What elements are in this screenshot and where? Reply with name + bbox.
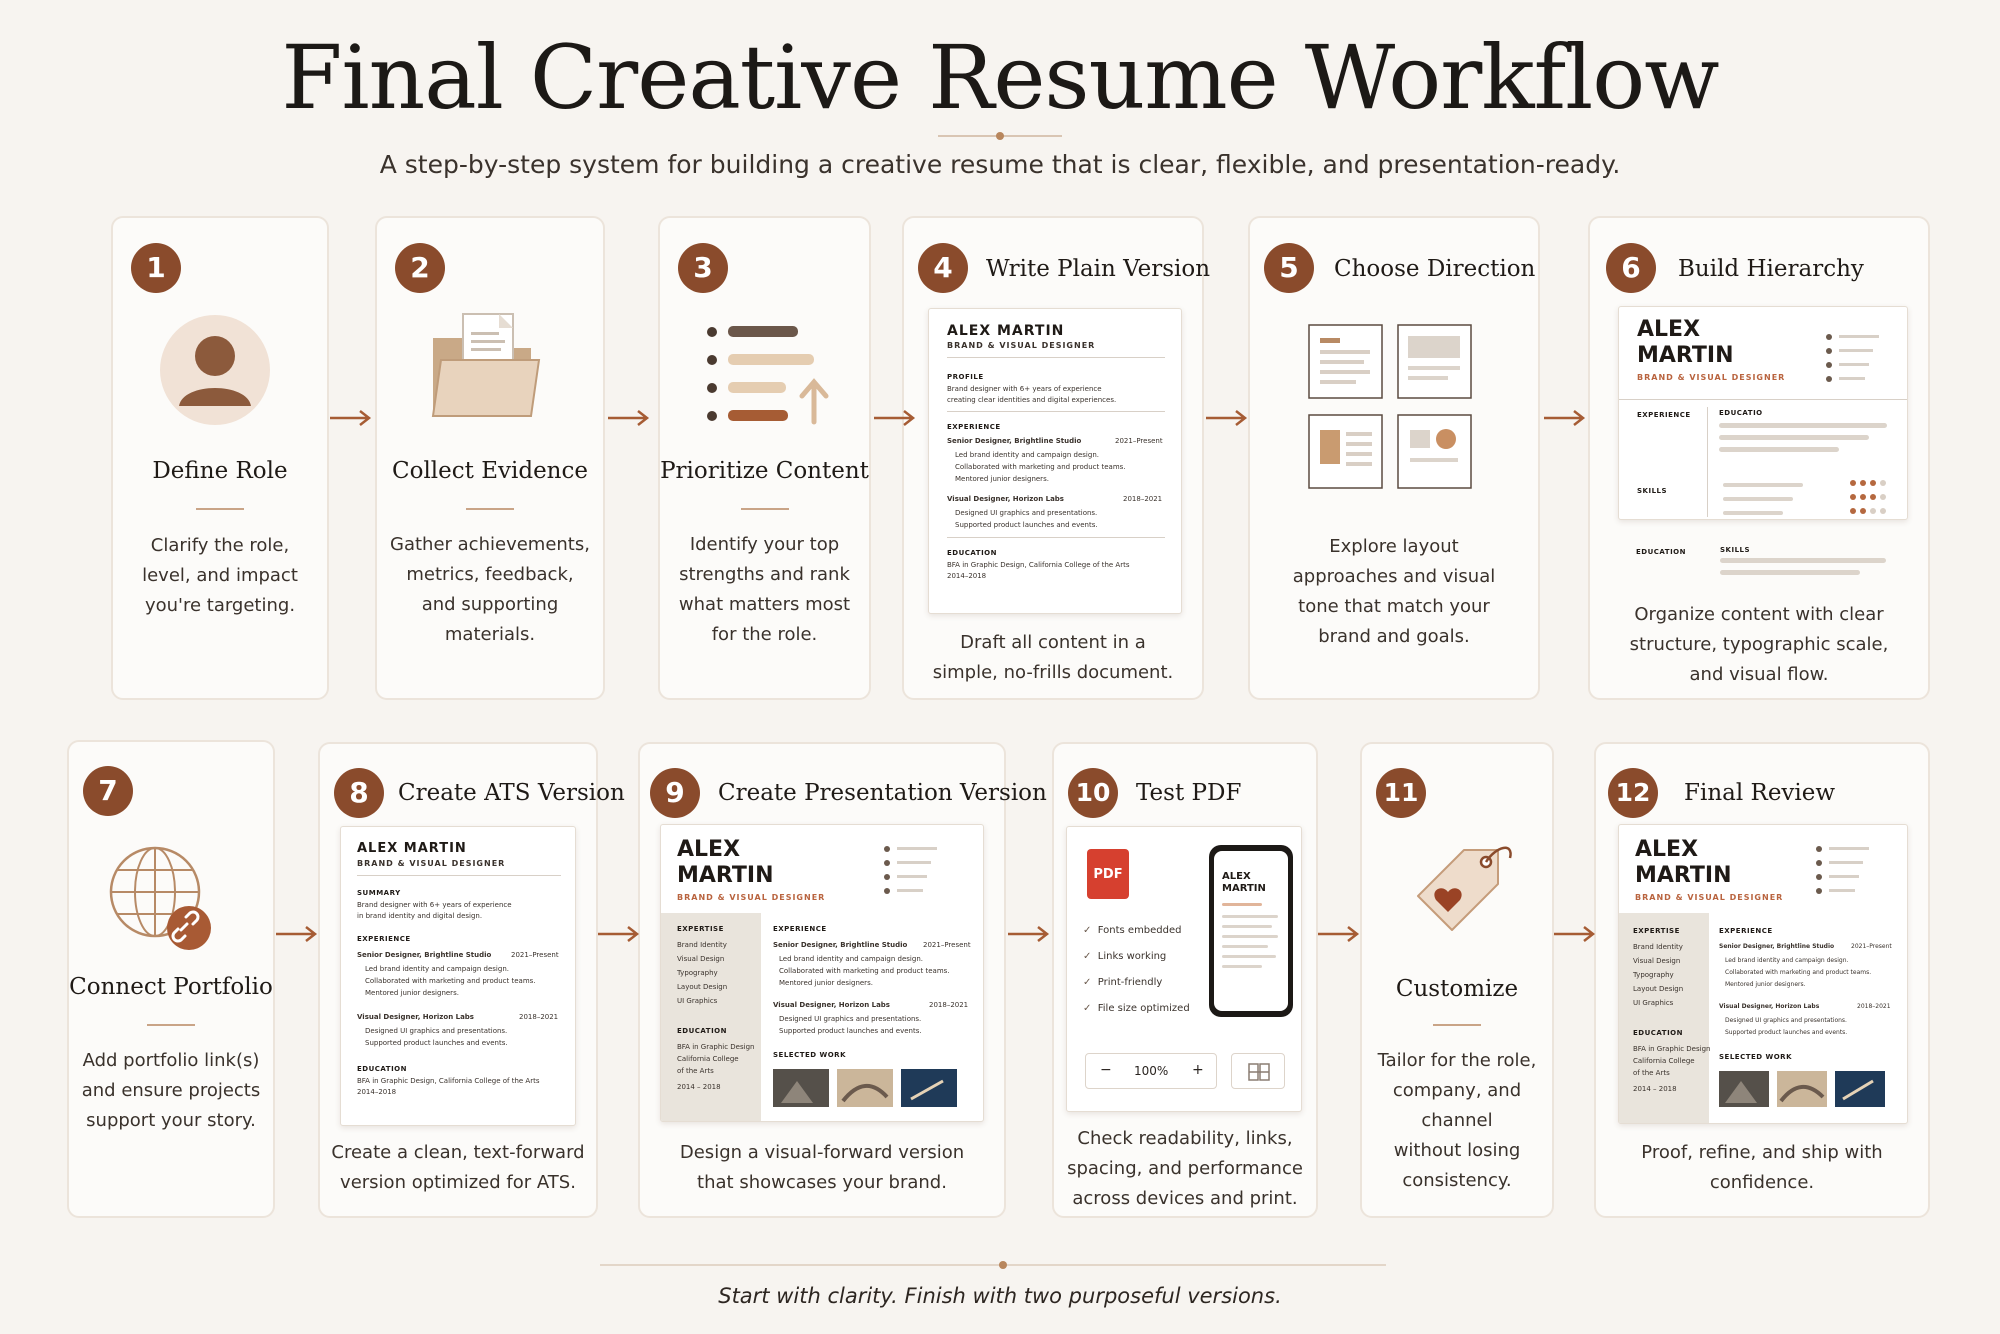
ats-resume-preview: ALEX MARTIN BRAND & VISUAL DESIGNER SUMMARY Brand designer with 6+ years of experience in brand identity and digital design. EXPERIENCE Senior Designer, Brightline Studio 2021–Present Led brand identity and campaign design. Collaborated with marketing and product teams. Mentored junior designers. Visual Designer, Horizon Labs 2018–2021 Designed UI graphics and presentations. Supported product launches and events. EDUCATION BFA in Graphic Design, California College of the Arts 2014–2018 — [340, 826, 576, 1126]
step-badge: 12 — [1608, 768, 1658, 818]
step-card-2 — [375, 216, 605, 700]
person-icon — [159, 314, 271, 426]
step-divider — [1433, 1024, 1481, 1026]
step-title: Collect Evidence — [392, 458, 588, 484]
step-badge: 9 — [650, 768, 700, 818]
step-title: Create ATS Version — [398, 780, 625, 806]
step-divider — [196, 508, 244, 510]
check-item: ✓ File size optimized — [1083, 1003, 1190, 1014]
step-description: Identify your top strengths and rank what matters most for the role. — [678, 534, 851, 645]
grid-view-icon — [1248, 1063, 1270, 1081]
tag-heart-icon — [1402, 840, 1522, 950]
presentation-resume-preview: ALEX MARTIN BRAND & VISUAL DESIGNER EXPERTISE Brand Identity Visual Design Typography Layout Design UI Graphics EDUCATION BFA in Graphic Design California College of the Arts 2014 – 2018 EXPERIENCE Senior Designer, Brightline Studio 2021–Present Led brand identity and campaign design. Collaborated with marketing and product teams. Mentored junior designers. Visual Designer, Horizon Labs 2018–2021 Designed UI graphics and presentations. Supported product launches and events. SELECTED WORK — [660, 824, 984, 1122]
skills-bar — [1720, 570, 1860, 575]
step-card-12 — [1594, 742, 1930, 1218]
page-title: Final Creative Resume Workflow — [281, 26, 1719, 129]
flow-arrow — [872, 408, 916, 428]
step-title: Create Presentation Version — [718, 780, 1047, 806]
hierarchy-resume-preview: ALEX MARTIN BRAND & VISUAL DESIGNER EXPERIENCE EDUCATIO SKILLS — [1618, 306, 1908, 520]
step-divider — [466, 508, 514, 510]
pdf-file-icon: PDF — [1087, 849, 1129, 899]
step-title: Prioritize Content — [660, 458, 869, 484]
flow-arrow — [596, 924, 640, 944]
flow-arrow — [606, 408, 650, 428]
step-badge: 11 — [1376, 768, 1426, 818]
folder-icon — [427, 308, 547, 428]
flow-arrow — [1204, 408, 1248, 428]
flow-arrow — [1542, 408, 1586, 428]
step-badge: 1 — [131, 243, 181, 293]
zoom-control[interactable] — [1085, 1053, 1217, 1089]
step-card-11 — [1360, 742, 1554, 1218]
step-divider — [741, 508, 789, 510]
check-item: ✓ Links working — [1083, 951, 1167, 962]
step-title: Final Review — [1684, 780, 1836, 806]
page-layout-button[interactable] — [1231, 1053, 1285, 1089]
step-description: Organize content with clear structure, typographic scale, and visual flow. — [1629, 604, 1889, 685]
step-description: Design a visual-forward version that showcases your brand. — [679, 1142, 965, 1193]
flow-arrow — [328, 408, 372, 428]
step-card-1 — [111, 216, 329, 700]
title-ornament-dot — [996, 132, 1004, 140]
layout-options-grid-bottom — [1308, 414, 1478, 494]
phone-preview: ALEX MARTIN — [1209, 845, 1293, 1017]
step-description: Draft all content in a simple, no-frills document. — [932, 632, 1174, 683]
step-badge: 6 — [1606, 243, 1656, 293]
flow-arrow — [1316, 924, 1360, 944]
flow-arrow — [274, 924, 318, 944]
plain-resume-preview: ALEX MARTIN BRAND & VISUAL DESIGNER PROFILE Brand designer with 6+ years of experience creating clear identities and digital experiences. EXPERIENCE Senior Designer, Brightline Studio 2021–Present Led brand identity and campaign design. Collaborated with marketing and product teams. Mentored junior designers. Visual Designer, Horizon Labs 2018–2021 Designed UI graphics and presentations. Supported product launches and events. EDUCATION BFA in Graphic Design, California College of the Arts 2014–2018 — [928, 308, 1182, 614]
step-badge: 3 — [678, 243, 728, 293]
step-description: Create a clean, text-forward version optimized for ATS. — [331, 1142, 585, 1193]
check-item: ✓ Fonts embedded — [1083, 925, 1182, 936]
step-card-5 — [1248, 216, 1540, 700]
step-title: Customize — [1395, 976, 1519, 1002]
footer-ornament-dot — [999, 1261, 1007, 1269]
skills-bar — [1720, 558, 1886, 563]
step-badge: 8 — [334, 768, 384, 818]
step-badge: 4 — [918, 243, 968, 293]
step-description: Tailor for the role, company, and channel without losing consistency. — [1377, 1050, 1537, 1191]
education-label: EDUCATION — [1636, 548, 1686, 556]
step-card-10 — [1052, 742, 1318, 1218]
step-card-7 — [67, 740, 275, 1218]
step-description: Proof, refine, and ship with confidence. — [1641, 1142, 1883, 1193]
step-description: Clarify the role, level, and impact you're targeting. — [142, 535, 298, 616]
footer-tagline: Start with clarity. Finish with two purposeful versions. — [718, 1284, 1282, 1308]
final-resume-preview: ALEX MARTIN BRAND & VISUAL DESIGNER EXPERTISE Brand Identity Visual Design Typography Layout Design UI Graphics EDUCATION BFA in Graphic Design California College of the Arts 2014 – 2018 EXPERIENCE Senior Designer, Brightline Studio 2021–Present Led brand identity and campaign design. Collaborated with marketing and product teams. Mentored junior designers. Visual Designer, Horizon Labs 2018–2021 Designed UI graphics and presentations. Supported product launches and events. SELECTED WORK — [1618, 824, 1908, 1124]
step-description: Gather achievements, metrics, feedback, and supporting materials. — [390, 534, 590, 645]
ranked-list-icon — [704, 322, 834, 432]
footer-divider — [600, 1264, 1386, 1266]
flow-arrow — [1006, 924, 1050, 944]
step-card-6 — [1588, 216, 1930, 700]
step-card-4 — [902, 216, 1211, 700]
step-badge: 5 — [1264, 243, 1314, 293]
step-card-9 — [638, 742, 1047, 1218]
step-title: Choose Direction — [1334, 256, 1536, 282]
zoom-in-button[interactable]: + — [1192, 1062, 1204, 1078]
step-description: Explore layout approaches and visual tone that match your brand and goals. — [1292, 536, 1496, 647]
step-description: Add portfolio link(s) and ensure projects support your story. — [81, 1050, 261, 1131]
pdf-test-panel — [1066, 826, 1302, 1112]
step-badge: 2 — [395, 243, 445, 293]
zoom-level: 100% — [1134, 1064, 1169, 1078]
step-title: Test PDF — [1136, 780, 1242, 806]
flow-arrow — [1552, 924, 1596, 944]
step-card-8 — [318, 742, 625, 1218]
step-title: Connect Portfolio — [69, 974, 273, 1000]
step-card-3 — [658, 216, 871, 700]
zoom-out-button[interactable]: − — [1100, 1062, 1112, 1078]
step-title: Write Plain Version — [986, 256, 1211, 282]
step-badge: 10 — [1068, 768, 1118, 818]
step-title: Define Role — [152, 458, 288, 484]
step-badge: 7 — [83, 766, 133, 816]
globe-link-icon — [107, 844, 217, 954]
step-divider — [147, 1024, 195, 1026]
skills-label: SKILLS — [1720, 546, 1751, 554]
check-item: ✓ Print-friendly — [1083, 977, 1163, 988]
page-subtitle: A step-by-step system for building a creative resume that is clear, flexible, and presentation-ready. — [379, 150, 1621, 179]
step-description: Check readability, links, spacing, and performance across devices and print. — [1067, 1128, 1303, 1209]
step-title: Build Hierarchy — [1678, 256, 1864, 282]
